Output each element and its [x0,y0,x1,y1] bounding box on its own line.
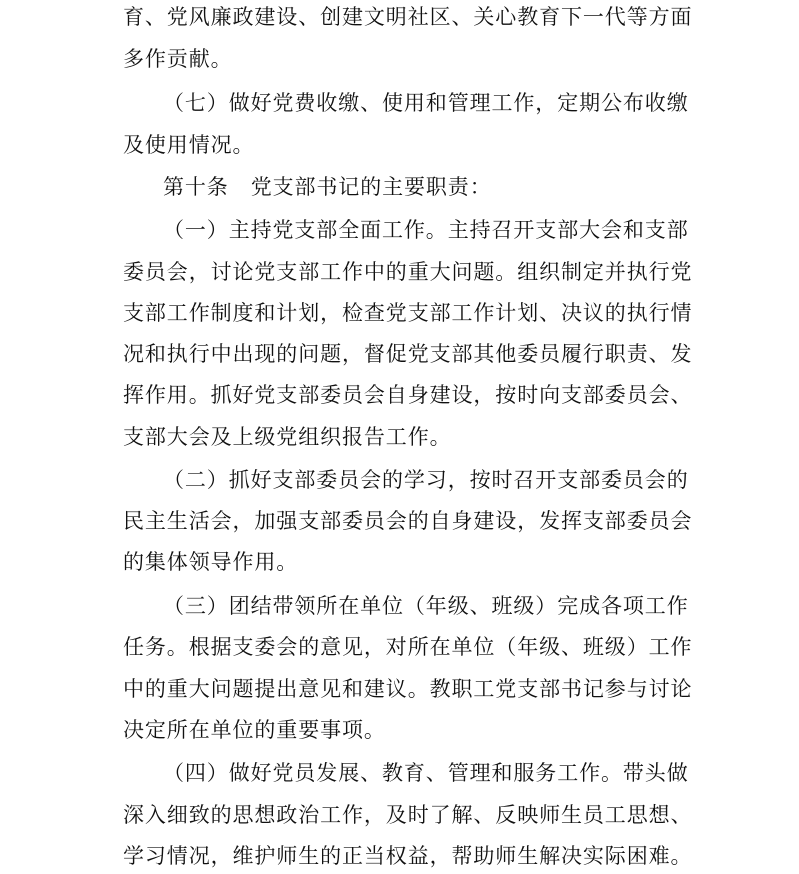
paragraph-4-line: （四）做好党员发展、教育、管理和服务工作。带头做 [163,761,689,785]
text-line: 支部工作制度和计划，检查党支部工作计划、决议的执行情 [123,301,693,325]
article-number: 第十条 [163,175,229,199]
text-line: 委员会，讨论党支部工作中的重大问题。组织制定并执行党 [123,260,693,284]
text-line: 决定所在单位的重要事项。 [123,718,386,742]
text-line: 挥作用。抓好党支部委员会自身建设，按时向支部委员会、 [123,383,693,407]
paragraph-7-line: （七）做好党费收缴、使用和管理工作，定期公布收缴 [163,91,689,115]
text-line: 况和执行中出现的问题，督促党支部其他委员履行职责、发 [123,342,693,366]
text-line: 多作贡献。 [123,47,233,71]
text-line: 任务。根据支委会的意见，对所在单位（年级、班级）工作 [123,635,693,659]
text-line: 中的重大问题提出意见和建议。教职工党支部书记参与讨论 [123,677,693,701]
text-line: 支部大会及上级党组织报告工作。 [123,425,452,449]
text-line: 的集体领导作用。 [123,550,299,574]
paragraph-3-line: （三）团结带领所在单位（年级、班级）完成各项工作 [163,594,689,618]
paragraph-1-line: （一）主持党支部全面工作。主持召开支部大会和支部 [163,218,689,242]
text-line: 学习情况，维护师生的正当权益，帮助师生解决实际困难。 [123,844,693,868]
paragraph-2-line: （二）抓好支部委员会的学习，按时召开支部委员会的 [163,468,689,492]
article-title: 党支部书记的主要职责： [250,175,492,199]
text-line: 民主生活会，加强支部委员会的自身建设，发挥支部委员会 [123,509,693,533]
text-line: 育、党风廉政建设、创建文明社区、关心教育下一代等方面 [123,5,693,29]
article-10-heading [163,173,693,201]
text-line: 及使用情况。 [123,133,255,157]
text-line: 深入细致的思想政治工作，及时了解、反映师生员工思想、 [123,803,693,827]
